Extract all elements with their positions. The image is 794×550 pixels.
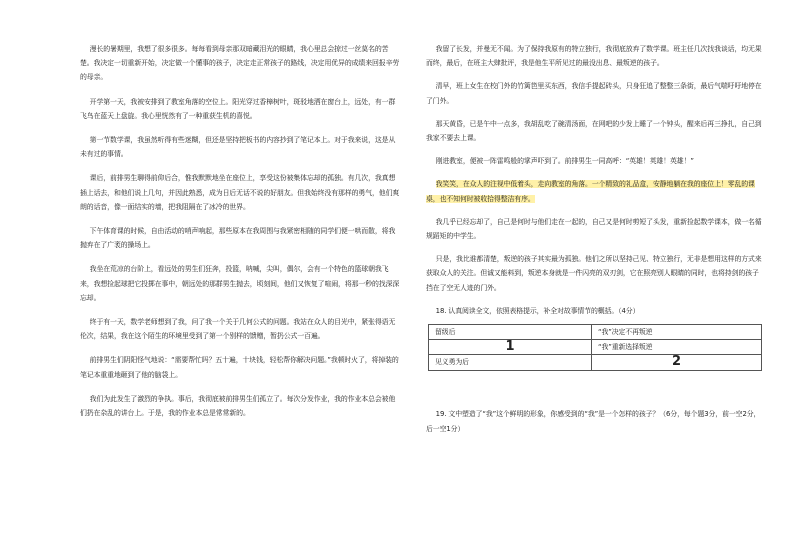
paragraph: 开学第一天，我被安排到了教室角落的空位上。阳光穿过香樟树叶，斑驳地洒在窗台上，远处，有一群飞鸟在蓝天上盘旋。我心里恍然有了一种重获生机的喜悦。 — [80, 97, 396, 120]
paragraph: 漫长的暑期里，我想了很多很多。每每看到母亲那双暗藏泪光的眼睛，我心里总会掠过一丝莫名的苦楚。我决定一切重新开始，决定做一个懂事的孩子，决定走正常孩子的路线，决定用优异的成绩来回报辛劳的母亲。 — [80, 45, 400, 82]
paragraph: 课后，前排男生聊得前仰后合，惟我默默地坐在座位上，享受这份被集体忘却的孤独。有几次，我真想插上话去，和他们说上几句，并因此熟悉，成为日后无话不说的好朋友。但我始终没有那样的勇气，他们爽朗的话音，像一面结实的墙，把我阻隔在了冰冷的世界。 — [80, 174, 400, 211]
paragraph: 清早，班上女生在校门外的竹篱笆里买东西，我信手提起砖头，只身狂追了整整三条街，最后气喘吁吁地停在了门外。 — [426, 82, 762, 105]
paragraph: 我坐在荒凉的台阶上，看远处的男生们狂奔，投篮，呐喊，尖叫，偶尔，会有一个特色的篮球朝我飞来，我想捡起球把它投掷在事中，朝远处的那群男生抛去，顷刻间，他们又恢复了喧闹，将那一秒的找深深忘却。 — [80, 265, 400, 302]
table-row — [429, 355, 762, 370]
table-cell: “我”重新选择叛逆 — [592, 340, 762, 355]
paragraph: 我几乎已经忘却了，自己是何时与他们走在一起的，自己又是何时剪短了头发，重新捡起数学课本，做一名循规蹈矩的中学生。 — [426, 217, 762, 241]
paragraph: 只是，我比谁都清楚，叛逆的孩子其实最为孤独。他们之所以坚持己见、特立独行，无非是想用这样的方式来获取众人的关注。但诚又能料到，叛逆本身就是一件闪亮的双刃剑，它在照亮别人眼睛的同时，也将持剑的孩子挡在了空无人迹的门外。 — [426, 255, 762, 292]
table-cell: 留级后 — [429, 325, 592, 340]
table-row — [429, 340, 762, 355]
plot-summary-table — [428, 324, 762, 371]
table-cell: “我”决定不再叛逆 — [592, 325, 762, 340]
paragraph: 前排男生们阴阳怪气地说：“需要帮忙吗？五十遍，十块钱，轻松帮你解决问题。”我顿时火了，将掉装的笔记本重重地砸到了他的脑袋上。 — [80, 356, 399, 379]
question-18-title: 18. 认真阅读全文，依照表格提示，补全对故事情节的概括。（4分） — [435, 306, 640, 315]
answer-blank-2[interactable]: 2 — [592, 355, 762, 370]
table-row — [429, 325, 762, 340]
table-cell: 见义勇为后 — [429, 355, 592, 370]
highlight-mark: 我笑笑，在众人的注视中低着头，走向教室的角落。一个精致的礼品盒，安静地躺在我的座位上！零乱的课桌，也不知何时被收拾得整洁有序。 — [426, 180, 755, 203]
paragraph: 终于有一天，数学老师想到了我，问了我一个关于几何公式的问题。我站在众人的目光中，紧张得语无伦次，结果，我在这个陌生的环境里受到了第一个别样的馈赠，暂扔公式一百遍。 — [80, 318, 396, 341]
paragraph: 我们为此发生了激烈的争执。事后，我彻底被前排男生们孤立了。每次分发作业，我的作业本总会被他们扔在杂乱的讲台上。于是，我的作业本总是常常新的。 — [80, 394, 396, 418]
question-19: 19. 文中塑造了“我”这个鲜明的形象，你感受到的“我”是一个怎样的孩子？（6分，每个题3分，前一空2分，后一空1分） — [426, 409, 761, 433]
highlighted-paragraph — [426, 177, 762, 205]
paragraph: 第一节数学课，我虽然听得有些迷糊，但还是坚持把板书的内容抄到了笔记本上。对于我来说，这是从未有过的事情。 — [80, 136, 396, 159]
left-column — [80, 42, 402, 430]
answer-blank-1[interactable]: 1 — [429, 340, 592, 355]
right-column — [426, 42, 762, 444]
paragraph: 那天黄昏，已是午中一点多，我胡乱吃了碗清汤面，在网吧的少发上睡了一个钟头，醒来后再三挣扎，自己到我家不要去上课。 — [426, 119, 762, 143]
paragraph: 我留了长发，并曼无不闻。为了保持我原有的特立独行，我彻底放弃了数学课。班主任几次找我谈话，均无果而终，最后，在班主大肆批评，我是他生平所见过的最没出息、最叛逆的孩子。 — [426, 45, 762, 68]
paragraph: 下午体育课的时候，自由活动的哨声响起，那些原本在我周围与我紧密相随的同学们便一哄而散，将我抛弃在了广袤的操场上。 — [80, 227, 396, 250]
paragraph: 刚进教室，便被一阵雷鸣般的掌声吓到了。前排男生一同高呼：“英雄！英雄！英雄！” — [435, 157, 694, 166]
